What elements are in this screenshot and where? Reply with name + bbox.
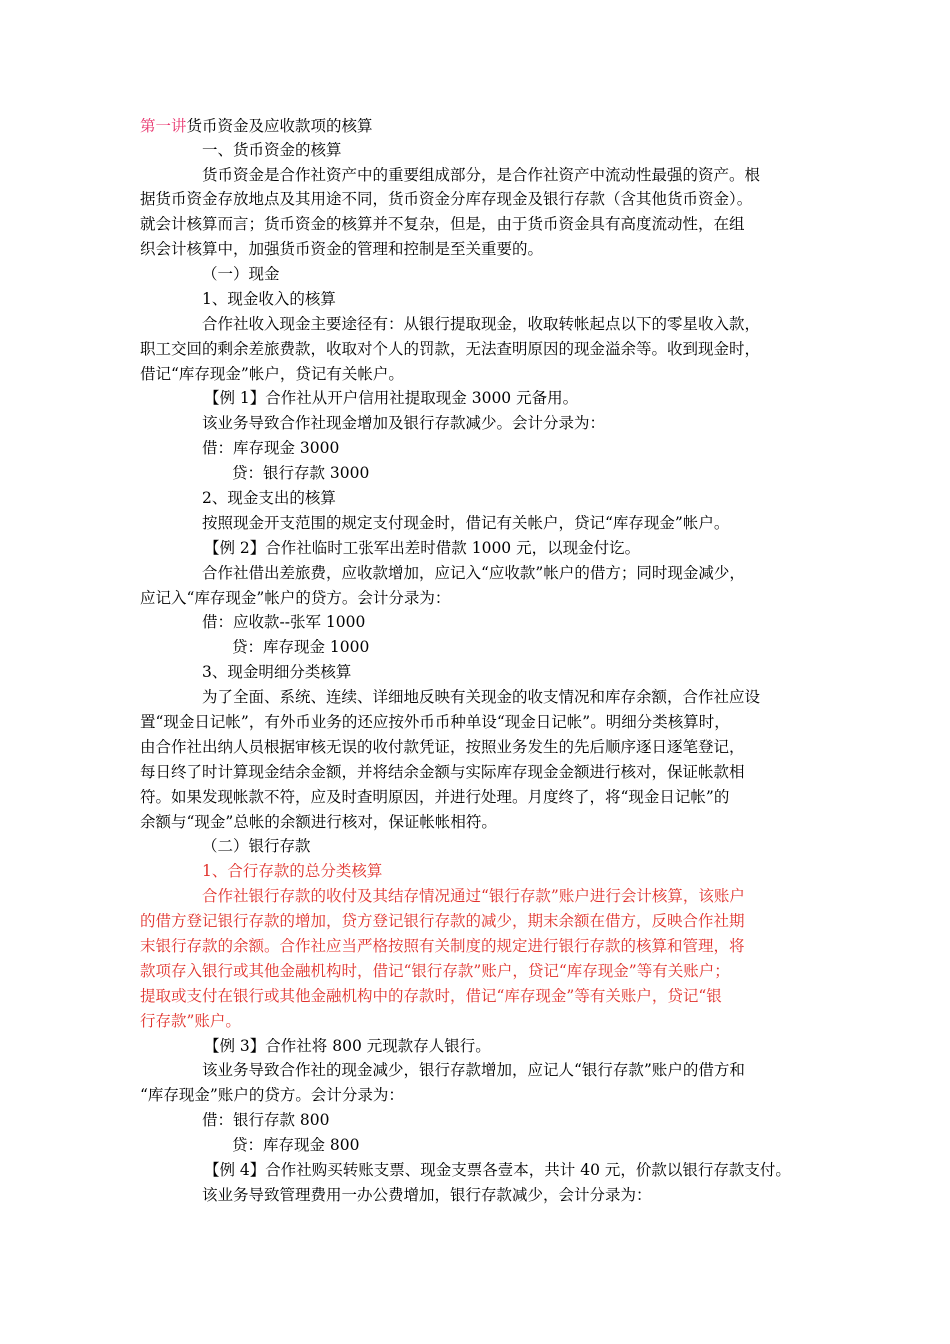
subsection-heading-bank-deposit: （二）银行存款: [202, 837, 311, 855]
paragraph-line: 余额与“现金”总帐的余额进行核对，保证帐帐相符。: [140, 813, 497, 831]
paragraph-line: 织会计核算中，加强货币资金的管理和控制是至关重要的。: [140, 240, 544, 258]
example-3-description: 该业务导致合作社的现金减少，银行存款增加，应记人“银行存款”账户的借方和: [202, 1061, 745, 1079]
section-heading-currency-funds: 一、货币资金的核算: [202, 141, 342, 159]
subheading-cash-detail: 3、现金明细分类核算: [202, 663, 352, 681]
lecture-title-text: 货币资金及应收款项的核算: [186, 117, 373, 135]
paragraph-line: 每日终了时计算现金结余金额，并将结余金额与实际库存现金金额进行核对，保证帐款相: [140, 763, 745, 781]
lecture-title-highlight: 第一讲: [140, 117, 187, 135]
example-3-description: “库存现金”账户的贷方。会计分录为：: [140, 1086, 404, 1104]
example-2-credit-entry: 贷：库存现金 1000: [232, 638, 370, 656]
example-2-debit-entry: 借：应收款--张军 1000: [202, 613, 366, 631]
highlighted-paragraph-line: 款项存入银行或其他金融机构时，借记“银行存款”账户，贷记“库存现金”等有关账户；: [140, 962, 730, 980]
example-1-description: 该业务导致合作社现金增加及银行存款减少。会计分录为：: [202, 414, 606, 432]
paragraph-line: 职工交回的剩余差旅费款，收取对个人的罚款，无法查明原因的现金溢余等。收到现金时，: [140, 340, 761, 358]
paragraph-line: 为了全面、系统、连续、详细地反映有关现金的收支情况和库存余额，合作社应设: [202, 688, 761, 706]
highlighted-paragraph-line: 合作社银行存款的收付及其结存情况通过“银行存款”账户进行会计核算，该账户: [202, 887, 745, 905]
paragraph-line: 就会计核算而言；货币资金的核算并不复杂，但是，由于货币资金具有高度流动性，在组: [140, 215, 745, 233]
subheading-cash-income: 1、现金收入的核算: [202, 290, 336, 308]
paragraph-line: 符。如果发现帐款不符，应及时查明原因，并进行处理。月度终了，将“现金日记帐”的: [140, 788, 730, 806]
example-4: 【例 4】合作社购买转账支票、现金支票各壹本，共计 40 元，价款以银行存款支付。: [204, 1161, 791, 1179]
example-1-credit-entry: 贷：银行存款 3000: [232, 464, 370, 482]
highlighted-paragraph-line: 行存款”账户。: [140, 1012, 241, 1030]
paragraph-line: 置“现金日记帐”，有外币业务的还应按外币币种单设“现金日记帐”。明细分类核算时，: [140, 713, 730, 731]
example-4-description: 该业务导致管理费用一办公费增加，银行存款减少，会计分录为：: [202, 1186, 652, 1204]
paragraph-line: 据货币资金存放地点及其用途不同，货币资金分库存现金及银行存款（含其他货币资金）。: [140, 190, 753, 208]
example-2-description: 合作社借出差旅费，应收款增加，应记入“应收款”帐户的借方；同时现金减少，: [202, 564, 745, 582]
example-3: 【例 3】合作社将 800 元现款存人银行。: [204, 1037, 491, 1055]
subsection-heading-cash: （一）现金: [202, 265, 280, 283]
highlighted-paragraph-line: 末银行存款的余额。合作社应当严格按照有关制度的规定进行银行存款的核算和管理，将: [140, 937, 745, 955]
example-3-credit-entry: 贷：库存现金 800: [232, 1136, 360, 1154]
example-2-description: 应记入“库存现金”帐户的贷方。会计分录为：: [140, 589, 451, 607]
paragraph-line: 借记“库存现金”帐户，贷记有关帐户。: [140, 365, 404, 383]
highlighted-paragraph-line: 提取或支付在银行或其他金融机构中的存款时，借记“库存现金”等有关账户，贷记“银: [140, 987, 722, 1005]
highlighted-paragraph-line: 的借方登记银行存款的增加，贷方登记银行存款的减少，期末余额在借方，反映合作社期: [140, 912, 745, 930]
example-2: 【例 2】合作社临时工张军出差时借款 1000 元，以现金付讫。: [204, 539, 641, 557]
example-1-debit-entry: 借：库存现金 3000: [202, 439, 340, 457]
paragraph-line: 货币资金是合作社资产中的重要组成部分，是合作社资产中流动性最强的资产。根: [202, 166, 761, 184]
paragraph-line: 按照现金开支范围的规定支付现金时，借记有关帐户，贷记“库存现金”帐户。: [202, 514, 730, 532]
subheading-bank-deposit-general: 1、合行存款的总分类核算: [202, 862, 383, 880]
subheading-cash-expense: 2、现金支出的核算: [202, 489, 336, 507]
paragraph-line: 合作社收入现金主要途径有：从银行提取现金，收取转帐起点以下的零星收入款，: [202, 315, 761, 333]
paragraph-line: 由合作社出纳人员根据审核无误的收付款凭证，按照业务发生的先后顺序逐日逐笔登记，: [140, 738, 745, 756]
example-3-debit-entry: 借：银行存款 800: [202, 1111, 330, 1129]
lecture-title: [140, 115, 373, 137]
example-1: 【例 1】合作社从开户信用社提取现金 3000 元备用。: [204, 389, 579, 407]
